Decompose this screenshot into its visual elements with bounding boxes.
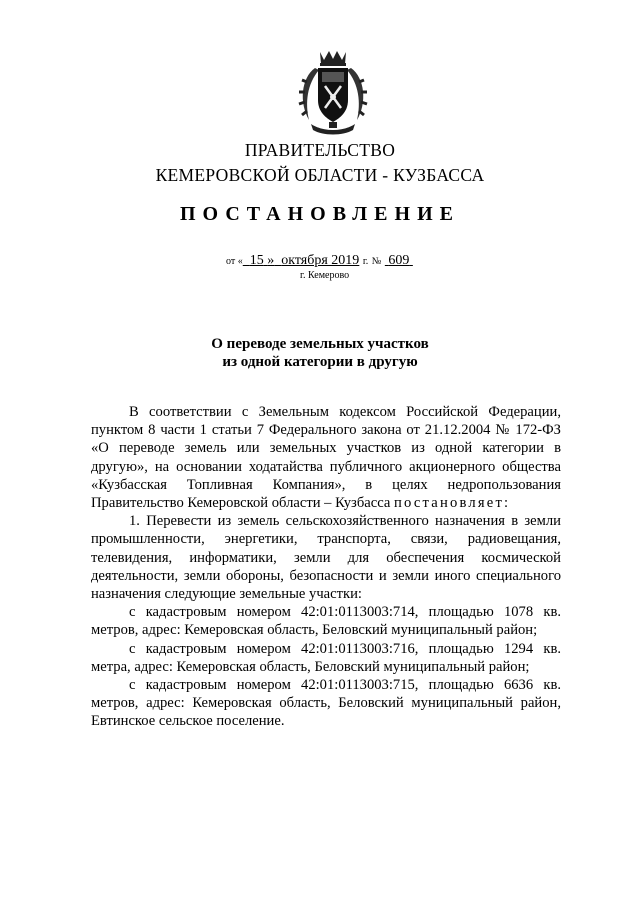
subject-line2: из одной категории в другую	[222, 354, 418, 370]
body-paragraph-plot-715: с кадастровым номером 42:01:0113003:715, площадью 6636 кв. метров, адрес: Кемеровская область, Беловский муниципальный район, Евтинское сельское поселение.	[91, 677, 561, 730]
coat-of-arms-icon	[293, 48, 373, 138]
date-day: 15 » октября 2019	[249, 253, 360, 268]
document-type-title: ПОСТАНОВЛЕНИЕ	[180, 203, 460, 225]
document-date-number	[226, 253, 413, 269]
date-month-year: октября 2019	[281, 253, 360, 268]
subject-line1: О переводе земельных участков	[211, 336, 429, 352]
resolves-word: постановляет:	[394, 495, 511, 512]
document-city: г. Кемерово	[300, 270, 350, 281]
document-body	[91, 403, 561, 731]
number-label: №	[371, 256, 382, 267]
body-paragraph-preamble: В соответствии с Земельным кодексом Российской Федерации, пунктом 8 части 1 статьи 7 Федерального закона от 21.12.2004 № 172-ФЗ «О переводе земель или земельных участков из одной категории в другую», на основании ходатайства публичного акционерного общества «Кузбасская Топливная Компания», в целях недропользования Правительство Кемеровской области – Кузбасса постановляет:	[91, 404, 561, 512]
date-from-label: от «	[226, 256, 243, 267]
government-title-line1: ПРАВИТЕЛЬСТВО	[244, 140, 396, 160]
body-paragraph-plot-716: с кадастровым номером 42:01:0113003:716, площадью 1294 кв. метра, адрес: Кемеровская область, Беловский муниципальный район;	[91, 640, 561, 675]
body-paragraph-item1: 1. Перевести из земель сельскохозяйственного назначения в земли промышленности, энергетики, транспорта, связи, радиовещания, телевидения, информатики, земли для обеспечения космической деятельности, земли обороны, безопасности и земли иного специального назначения следующие земельные участки:	[91, 513, 561, 603]
government-title-line2: КЕМЕРОВСКОЙ ОБЛАСТИ - КУЗБАССА	[155, 165, 485, 185]
year-suffix: г.	[362, 256, 369, 267]
document-number: 609	[388, 253, 410, 268]
body-paragraph-plot-714: с кадастровым номером 42:01:0113003:714, площадью 1078 кв. метров, адрес: Кемеровская область, Беловский муниципальный район;	[91, 604, 561, 639]
